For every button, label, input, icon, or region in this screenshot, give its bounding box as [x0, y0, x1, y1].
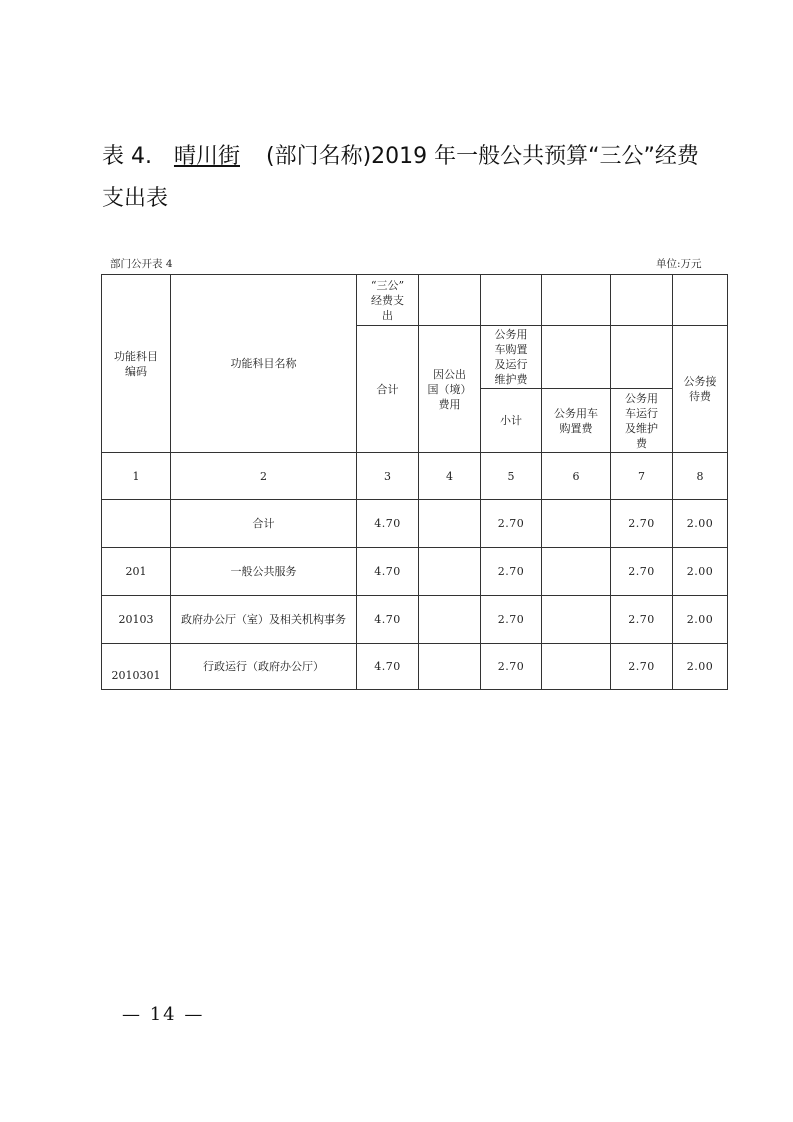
row-name: 合计	[171, 500, 357, 548]
sangong-expense-table	[101, 274, 728, 690]
table-row	[102, 596, 728, 644]
col-number: 8	[673, 453, 728, 500]
row-vehicle-maint: 2.70	[611, 548, 673, 596]
header-sangong: “三公” 经费支 出	[357, 275, 419, 326]
header-empty-cell	[542, 275, 611, 326]
row-total: 4.70	[357, 548, 419, 596]
col-number: 4	[419, 453, 481, 500]
header-subtotal: 小计	[481, 389, 542, 453]
header-vehicle: 公务用 车购置 及运行 维护费	[481, 326, 542, 389]
row-vehicle-purchase	[542, 548, 611, 596]
header-total: 合计	[357, 326, 419, 453]
unit-label: 单位:万元	[656, 258, 702, 270]
row-subtotal: 2.70	[481, 500, 542, 548]
header-func-code: 功能科目 编码	[102, 275, 171, 453]
row-vehicle-purchase	[542, 644, 611, 690]
row-reception: 2.00	[673, 500, 728, 548]
row-name: 政府办公厅（室）及相关机构事务	[171, 596, 357, 644]
col-number: 3	[357, 453, 419, 500]
col-number: 2	[171, 453, 357, 500]
title-line2: 支出表	[102, 186, 169, 211]
table-row	[102, 500, 728, 548]
row-name: 行政运行（政府办公厅）	[171, 644, 357, 690]
header-empty-cell	[419, 275, 481, 326]
title-prefix: 表 4.	[102, 144, 152, 169]
row-abroad	[419, 596, 481, 644]
row-name: 一般公共服务	[171, 548, 357, 596]
header-empty-cell	[481, 275, 542, 326]
page-number: — 14 —	[122, 1004, 205, 1025]
row-code: 201	[102, 548, 171, 596]
dept-name: 晴川街	[173, 144, 240, 169]
row-reception: 2.00	[673, 644, 728, 690]
col-number: 1	[102, 453, 171, 500]
header-empty-cell	[611, 275, 673, 326]
table-row	[102, 644, 728, 690]
header-empty-cell	[542, 326, 611, 389]
header-empty-cell	[673, 275, 728, 326]
column-number-row	[102, 453, 728, 500]
table-row	[102, 548, 728, 596]
row-reception: 2.00	[673, 596, 728, 644]
row-code: 2010301	[102, 644, 171, 690]
row-abroad	[419, 548, 481, 596]
header-reception: 公务接 待费	[673, 326, 728, 453]
header-abroad: 因公出 国（境） 费用	[419, 326, 481, 453]
col-number: 7	[611, 453, 673, 500]
row-total: 4.70	[357, 644, 419, 690]
header-vehicle-purchase: 公务用车 购置费	[542, 389, 611, 453]
row-abroad	[419, 500, 481, 548]
row-total: 4.70	[357, 596, 419, 644]
row-vehicle-maint: 2.70	[611, 500, 673, 548]
row-vehicle-maint: 2.70	[611, 596, 673, 644]
row-vehicle-purchase	[542, 500, 611, 548]
col-number: 5	[481, 453, 542, 500]
row-reception: 2.00	[673, 548, 728, 596]
row-code: 20103	[102, 596, 171, 644]
header-vehicle-maint: 公务用 车运行 及维护 费	[611, 389, 673, 453]
table-id: 部门公开表 4	[110, 258, 173, 270]
row-subtotal: 2.70	[481, 548, 542, 596]
header-empty-cell	[611, 326, 673, 389]
row-vehicle-maint: 2.70	[611, 644, 673, 690]
row-subtotal: 2.70	[481, 644, 542, 690]
document-title	[102, 136, 742, 220]
row-code	[102, 500, 171, 548]
row-vehicle-purchase	[542, 596, 611, 644]
title-suffix: (部门名称)2019 年一般公共预算“三公”经费	[265, 144, 699, 169]
col-number: 6	[542, 453, 611, 500]
row-abroad	[419, 644, 481, 690]
row-total: 4.70	[357, 500, 419, 548]
header-func-name: 功能科目名称	[171, 275, 357, 453]
row-subtotal: 2.70	[481, 596, 542, 644]
